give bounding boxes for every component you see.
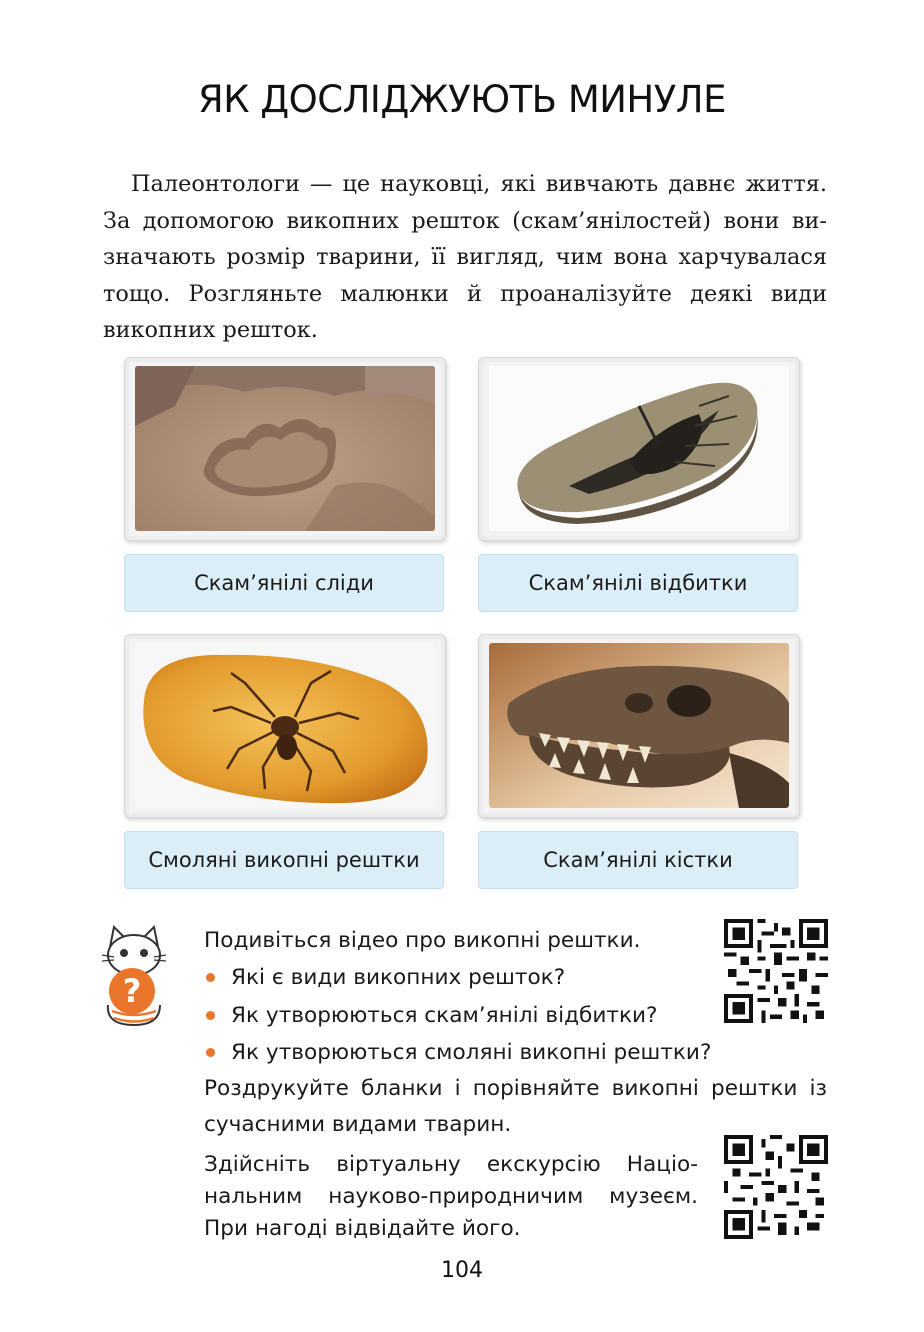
bullet-icon <box>206 1048 215 1057</box>
qr-code-icon[interactable] <box>724 1135 828 1239</box>
video-prompt: Подивіться відео про викопні рештки. <box>204 928 641 953</box>
question-text: Які є види викопних решток? <box>231 965 566 991</box>
print-task: Роздрукуйте бланки і порівняйте викопні рештки із сучасними видами тварин. <box>204 1076 827 1138</box>
fossil-caption: Скам’янілі відбитки <box>478 554 798 612</box>
question-text: Як утворюються смоляні викопні рештки? <box>231 1039 712 1065</box>
fossil-image-card <box>124 634 446 818</box>
fossil-image-card <box>124 357 446 541</box>
question-item <box>204 1034 827 1071</box>
bullet-icon <box>206 1011 215 1020</box>
qr-code-icon[interactable] <box>724 919 828 1023</box>
t-rex-skull-image <box>489 643 789 808</box>
museum-task: Здійсніть віртуальну екскурсію Національним науково-природничим музеєм. При нагоді відвідайте його. <box>204 1152 698 1242</box>
page-title: ЯК ДОСЛІДЖУЮТЬ МИНУЛЕ <box>197 78 726 121</box>
fossil-image-card <box>478 634 800 818</box>
fossil-image-card <box>478 357 800 541</box>
fossil-caption: Скам’янілі сліди <box>124 554 444 612</box>
intro-paragraph: Палеонтологи — це науковці, які вивчають давнє життя. За допомогою викопних решток (скам’янілостей) вони визначають розмір тварини, її вигляд, чим вона харчувалася тощо. Розгляньте малюнки й проаналізуйте деякі види викопних решток. <box>103 171 827 343</box>
trilobite-fossil-image <box>489 366 789 531</box>
svg-text:?: ? <box>122 972 142 1010</box>
fossil-caption: Скам’янілі кістки <box>478 831 798 889</box>
page-number: 104 <box>441 1258 483 1283</box>
cat-question-mark-icon <box>98 921 170 1029</box>
bullet-icon <box>206 973 215 982</box>
spider-in-amber-image <box>135 643 435 808</box>
fossil-caption: Смоляні викопні рештки <box>124 831 444 889</box>
dinosaur-footprint-image <box>135 366 435 531</box>
question-text: Як утворюються скам’янілі відбитки? <box>231 1002 658 1028</box>
